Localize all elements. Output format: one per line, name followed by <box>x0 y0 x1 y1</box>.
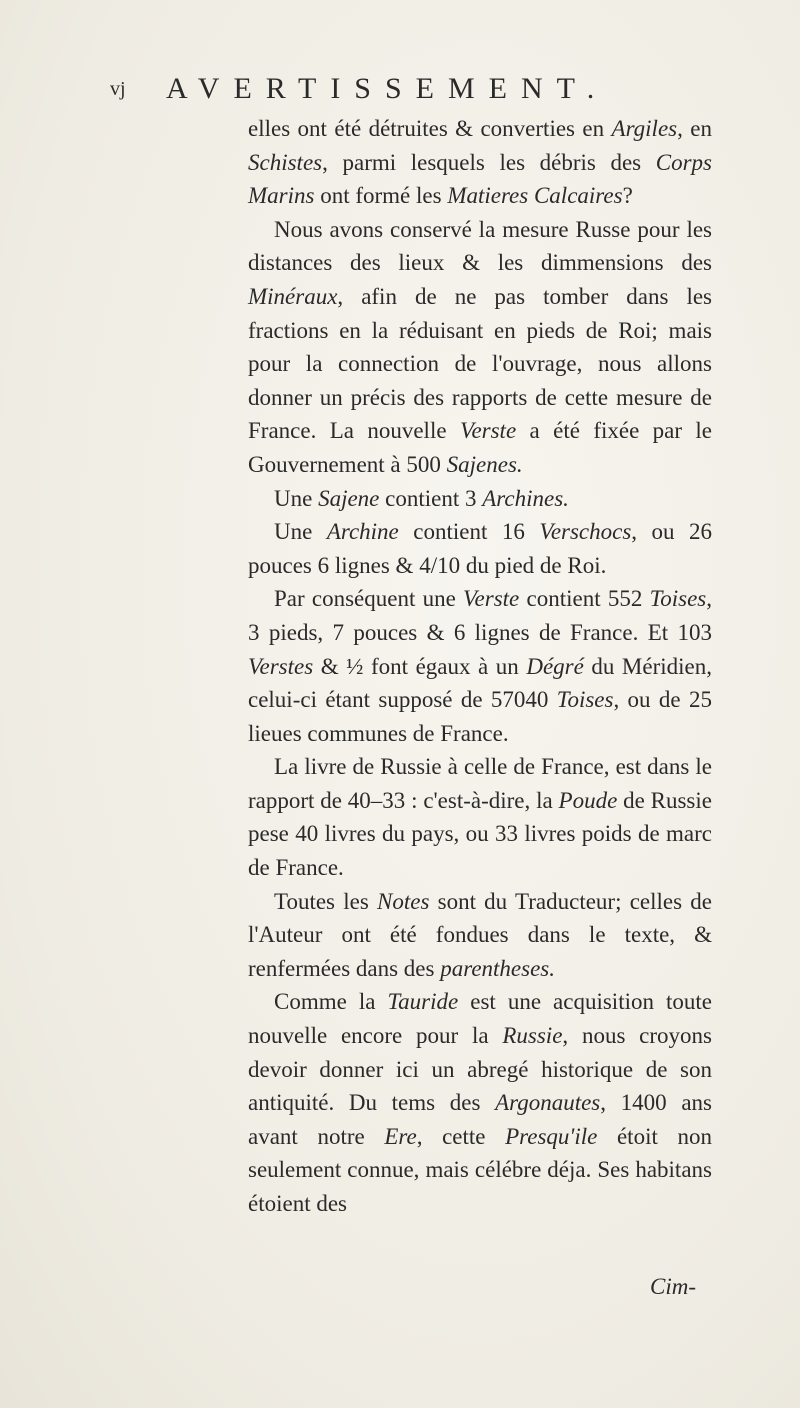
running-title: AVERTISSEMENT. <box>166 72 609 105</box>
text-run: étoit non seulement connue, mais célébre déja. Ses habitans étoient des <box>248 1123 712 1216</box>
italic-run: Russie <box>502 1023 563 1049</box>
text-run: Nous avons conservé la mesure Russe pour les distances des lieux & les dimmensions des <box>248 216 712 276</box>
paragraph <box>248 482 712 516</box>
text-run: , ou de 25 lieues communes de France. <box>248 687 712 746</box>
italic-run: Tauride <box>387 989 459 1015</box>
paragraph <box>248 885 712 986</box>
text-run: Comme la <box>274 989 388 1015</box>
text-run: contient 16 <box>398 519 540 545</box>
italic-run: Verste <box>463 586 520 612</box>
italic-run: parentheses. <box>440 955 555 981</box>
text-run: du Méridien, celui-ci étant supposé de 57040 <box>248 653 712 713</box>
italic-run: Minéraux <box>248 283 338 309</box>
body-text <box>248 112 712 1221</box>
text-run: sont du Traducteur; celles de l'Auteur ont été fondues dans le texte, & renfermées dans des <box>248 888 712 981</box>
paragraph <box>248 582 712 750</box>
text-run: a été fixée par le Gouvernement à 500 <box>248 418 713 477</box>
paragraph <box>248 213 712 482</box>
catchword: Cim- <box>650 1274 696 1299</box>
text-run: , cette <box>416 1123 506 1149</box>
text-run: , afin de ne pas tomber dans les fractions en la réduisant en pieds de Roi; mais pour la connection de l'ouvrage, nous allons donner un précis des rapports de cette mesure de France. La nouvelle <box>248 283 712 444</box>
italic-run: Matieres Calcaires <box>447 183 623 209</box>
text-run: Toutes les <box>274 888 377 914</box>
italic-run: Toises <box>556 687 614 713</box>
text-run: , parmi lesquels les débris des <box>322 149 656 175</box>
italic-run: Toises <box>649 586 707 612</box>
italic-run: Sajenes. <box>446 451 523 477</box>
text-run: , en <box>677 116 712 141</box>
italic-run: Presqu'ile <box>505 1123 598 1149</box>
text-run: elles ont été détruites & converties en <box>248 116 612 141</box>
italic-run: Poude <box>558 787 618 813</box>
italic-run: Argonautes <box>495 1090 601 1116</box>
italic-run: Corps Marins <box>248 149 712 209</box>
text-run: ont formé les <box>314 183 448 209</box>
italic-run: Sajene <box>318 485 380 511</box>
italic-run: Notes <box>377 888 430 914</box>
text-run: , 1400 ans avant notre <box>248 1090 712 1149</box>
page-header <box>110 72 710 112</box>
text-run: contient 552 <box>519 586 650 612</box>
paragraph <box>248 515 712 582</box>
italic-run: Verste <box>459 418 517 444</box>
italic-run: Ere <box>384 1123 417 1149</box>
italic-run: Archines. <box>482 485 569 511</box>
italic-run: Archine <box>326 519 399 545</box>
page-number: vj <box>110 78 126 100</box>
paragraph <box>248 112 712 213</box>
text-run: Une <box>274 485 319 511</box>
italic-run: Verstes <box>248 653 314 679</box>
text-run: , ou 26 pouces 6 lignes & 4/10 du pied de Roi. <box>248 519 713 578</box>
paragraph <box>248 985 712 1220</box>
text-run: ? <box>622 183 633 209</box>
text-run: , nous croyons devoir donner ici un abregé historique de son antiquité. Du tems des <box>248 1023 712 1116</box>
text-run: est une acquisition toute nouvelle encore pour la <box>248 989 712 1049</box>
text-run: contient 3 <box>379 485 483 511</box>
italic-run: Schistes <box>248 149 323 175</box>
paragraph <box>248 750 712 884</box>
text-run: & ½ font égaux à un <box>313 653 527 679</box>
text-run: , 3 pieds, 7 pouces & 6 lignes de France. Et 103 <box>248 586 712 645</box>
italic-run: Verschocs <box>539 519 632 545</box>
text-run: La livre de Russie à celle de France, est dans le rapport de 40–33 : c'est-à-dire, la <box>248 754 712 813</box>
italic-run: Dégré <box>526 653 584 679</box>
text-run: de Russie pese 40 livres du pays, ou 33 livres poids de marc de France. <box>248 787 712 881</box>
text-run: Une <box>274 519 327 545</box>
text-run: Par conséquent une <box>274 586 464 612</box>
italic-run: Argiles <box>611 116 678 141</box>
